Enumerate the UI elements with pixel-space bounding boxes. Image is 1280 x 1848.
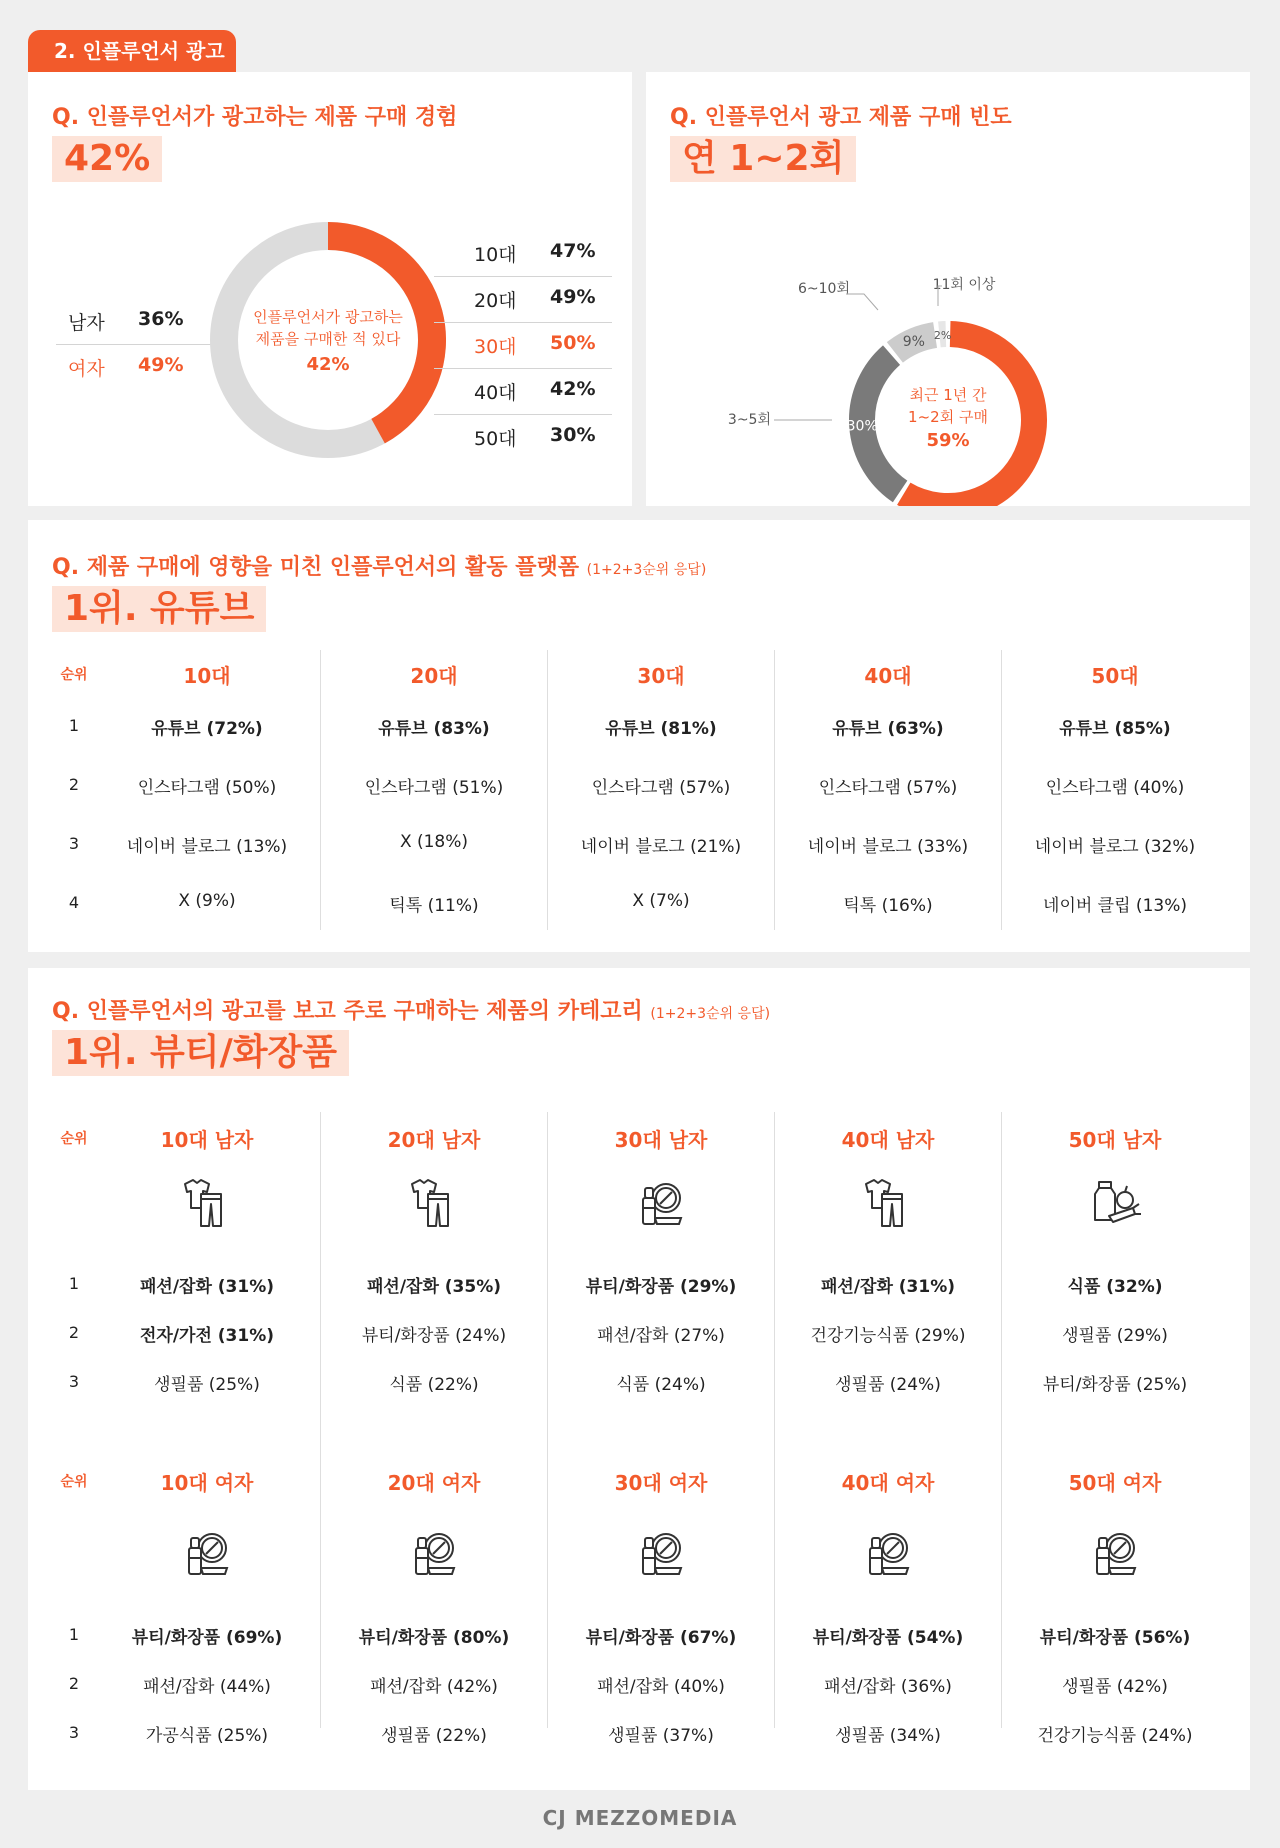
section-tag: 2. 인플루언서 광고 (28, 30, 236, 72)
category-cell: 생필품 (34%) (835, 1726, 941, 1746)
purchase-donut-chart (210, 222, 446, 458)
column-header: 10대 (183, 664, 231, 688)
gender-label: 남자 (68, 312, 105, 334)
platform-cell: 네이버 블로그 (21%) (580, 837, 742, 857)
rank-header: 순위 (60, 667, 88, 683)
question-text: Q. 제품 구매에 영향을 미친 인플루언서의 활동 플랫폼 (52, 555, 579, 580)
column-divider (547, 1112, 548, 1728)
cosmetics-icon (179, 1524, 235, 1584)
clothes-icon (179, 1174, 235, 1234)
category-cell: 식품 (22%) (389, 1375, 479, 1395)
rank-number: 1 (68, 1625, 80, 1644)
platform-cell: 네이버 블로그 (32%) (1034, 837, 1196, 857)
divider (434, 368, 612, 369)
column-header: 40대 여자 (841, 1471, 935, 1495)
column-header: 10대 여자 (160, 1471, 254, 1495)
platform-card (28, 520, 1250, 952)
category-label: 11회 이상 (932, 277, 996, 293)
platform-cell: 유튜브 (85%) (1059, 719, 1171, 739)
category-cell: 생필품 (25%) (154, 1375, 260, 1395)
column-header: 20대 여자 (387, 1471, 481, 1495)
rank-number: 2 (68, 775, 80, 794)
column-divider (547, 650, 548, 930)
category-cell: 건강기능식품 (29%) (810, 1326, 966, 1346)
column-header: 30대 남자 (614, 1128, 708, 1152)
age-label: 30대 (474, 336, 517, 358)
question-title: Q. 인플루언서가 광고하는 제품 구매 경험 (52, 105, 458, 130)
clothes-icon (860, 1174, 916, 1234)
age-row (474, 286, 596, 313)
platform-cell: 유튜브 (81%) (605, 719, 717, 739)
headline-value: 42% (52, 136, 162, 182)
question-title: Q. 인플루언서 광고 제품 구매 빈도 (670, 105, 1012, 130)
column-divider (1001, 650, 1002, 930)
rank-number: 3 (68, 834, 80, 853)
purchase-experience-card (28, 72, 632, 506)
category-cell: 패션/잡화 (31%) (139, 1277, 275, 1297)
slice-value-label: 30% (846, 418, 878, 435)
category-cell: 생필품 (37%) (608, 1726, 714, 1746)
gender-value: 49% (138, 354, 184, 376)
question-title (52, 550, 706, 581)
question-note: (1+2+3순위 응답) (650, 1006, 771, 1022)
platform-cell: 네이버 블로그 (13%) (126, 837, 288, 857)
platform-cell: 틱톡 (16%) (843, 896, 933, 916)
platform-cell: X (7%) (632, 891, 690, 911)
platform-cell: 인스타그램 (57%) (591, 778, 731, 798)
column-divider (774, 650, 775, 930)
age-row (474, 332, 596, 359)
age-value: 50% (550, 332, 596, 354)
rank-number: 3 (68, 1372, 80, 1391)
headline-value: 1위. 뷰티/화장품 (52, 1030, 349, 1076)
rank-number: 1 (68, 1274, 80, 1293)
platform-cell: 유튜브 (63%) (832, 719, 944, 739)
category-cell: 뷰티/화장품 (67%) (585, 1628, 737, 1648)
platform-cell: 네이버 클립 (13%) (1043, 896, 1187, 916)
slice-value-label: 9% (902, 334, 925, 351)
column-header: 30대 (637, 664, 685, 688)
column-header: 30대 여자 (614, 1471, 708, 1495)
rank-number: 2 (68, 1323, 80, 1342)
column-header: 50대 남자 (1068, 1128, 1162, 1152)
column-header: 20대 (410, 664, 458, 688)
column-header: 50대 여자 (1068, 1471, 1162, 1495)
age-value: 49% (550, 286, 596, 308)
question-note: (1+2+3순위 응답) (586, 562, 707, 578)
rank-header: 순위 (60, 1131, 88, 1147)
frequency-donut-chart (646, 192, 1250, 506)
donut-center-value: 42% (306, 354, 350, 375)
rank-number: 2 (68, 1674, 80, 1693)
column-header: 40대 남자 (841, 1128, 935, 1152)
donut-center-line1: 최근 1년 간 (909, 386, 987, 404)
category-cell: 패션/잡화 (44%) (143, 1677, 271, 1697)
age-label: 20대 (474, 290, 517, 312)
headline-value: 연 1~2회 (670, 136, 856, 182)
purchase-frequency-card (646, 72, 1250, 506)
category-cell: 뷰티/화장품 (54%) (812, 1628, 964, 1648)
category-cell: 뷰티/화장품 (56%) (1039, 1628, 1191, 1648)
cosmetics-icon (406, 1524, 462, 1584)
platform-cell: X (18%) (399, 832, 469, 852)
platform-cell: X (9%) (178, 891, 236, 911)
category-label: 3~5회 (727, 412, 771, 428)
column-header: 20대 남자 (387, 1128, 481, 1152)
cosmetics-icon (860, 1524, 916, 1584)
category-cell: 뷰티/화장품 (29%) (585, 1277, 737, 1297)
category-cell: 뷰티/화장품 (80%) (358, 1628, 510, 1648)
column-divider (320, 650, 321, 930)
category-cell: 뷰티/화장품 (25%) (1042, 1375, 1188, 1395)
category-label: 6~10회 (798, 281, 850, 297)
rank-number: 1 (68, 716, 80, 735)
category-cell: 패션/잡화 (31%) (820, 1277, 956, 1297)
category-cell: 패션/잡화 (35%) (366, 1277, 502, 1297)
leader-line (846, 294, 878, 310)
donut-center-line2: 제품을 구매한 적 있다 (255, 330, 401, 348)
rank-header: 순위 (60, 1474, 88, 1490)
category-cell: 가공식품 (25%) (145, 1726, 269, 1746)
age-row (474, 424, 596, 451)
divider (434, 322, 612, 323)
category-cell: 뷰티/화장품 (69%) (131, 1628, 283, 1648)
age-row (474, 378, 596, 405)
age-row (474, 240, 596, 267)
age-value: 30% (550, 424, 596, 446)
age-label: 50대 (474, 428, 517, 450)
donut-center-value: 59% (926, 430, 970, 451)
category-cell: 생필품 (29%) (1062, 1326, 1168, 1346)
category-cell: 식품 (24%) (616, 1375, 706, 1395)
category-cell: 생필품 (24%) (835, 1375, 941, 1395)
food-icon (1087, 1174, 1143, 1234)
column-header: 50대 (1091, 664, 1139, 688)
platform-cell: 인스타그램 (51%) (364, 778, 504, 798)
category-cell: 패션/잡화 (36%) (824, 1677, 952, 1697)
cosmetics-icon (1087, 1524, 1143, 1584)
question-title (52, 994, 770, 1025)
category-cell: 뷰티/화장품 (24%) (361, 1326, 507, 1346)
platform-cell: 틱톡 (11%) (389, 896, 479, 916)
gender-row-female (68, 354, 184, 381)
category-cell: 패션/잡화 (40%) (597, 1677, 725, 1697)
gender-value: 36% (138, 308, 184, 330)
divider (434, 276, 612, 277)
category-cell: 건강기능식품 (24%) (1037, 1726, 1193, 1746)
column-header: 10대 남자 (160, 1128, 254, 1152)
donut-center-line1: 인플루언서가 광고하는 (253, 308, 403, 326)
slice-value-label: 2% (933, 329, 952, 343)
category-cell: 패션/잡화 (42%) (370, 1677, 498, 1697)
clothes-icon (406, 1174, 462, 1234)
headline-value: 1위. 유튜브 (52, 586, 266, 632)
platform-cell: 유튜브 (72%) (151, 719, 263, 739)
divider (56, 344, 236, 345)
column-divider (774, 1112, 775, 1728)
donut-center-line2: 1~2회 구매 (908, 408, 988, 426)
category-cell: 생필품 (22%) (381, 1726, 487, 1746)
age-value: 47% (550, 240, 596, 262)
rank-number: 4 (68, 893, 80, 912)
column-divider (1001, 1112, 1002, 1728)
column-header: 40대 (864, 664, 912, 688)
cosmetics-icon (633, 1524, 689, 1584)
category-cell: 패션/잡화 (27%) (597, 1326, 725, 1346)
gender-label: 여자 (68, 358, 105, 380)
platform-cell: 유튜브 (83%) (378, 719, 490, 739)
rank-number: 3 (68, 1723, 80, 1742)
cosmetics-icon (633, 1174, 689, 1234)
platform-cell: 인스타그램 (57%) (818, 778, 958, 798)
age-label: 10대 (474, 244, 517, 266)
platform-cell: 인스타그램 (50%) (137, 778, 277, 798)
divider (434, 414, 612, 415)
age-value: 42% (550, 378, 596, 400)
question-text: Q. 인플루언서의 광고를 보고 주로 구매하는 제품의 카테고리 (52, 999, 643, 1024)
category-cell: 식품 (32%) (1067, 1277, 1163, 1297)
column-divider (320, 1112, 321, 1728)
category-cell: 생필품 (42%) (1062, 1677, 1168, 1697)
footer-logo: CJ MEZZOMEDIA (542, 1806, 738, 1830)
platform-cell: 인스타그램 (40%) (1045, 778, 1185, 798)
gender-row-male (68, 308, 184, 335)
category-card (28, 968, 1250, 1790)
category-cell: 전자/가전 (31%) (139, 1326, 275, 1346)
platform-cell: 네이버 블로그 (33%) (807, 837, 969, 857)
age-label: 40대 (474, 382, 517, 404)
